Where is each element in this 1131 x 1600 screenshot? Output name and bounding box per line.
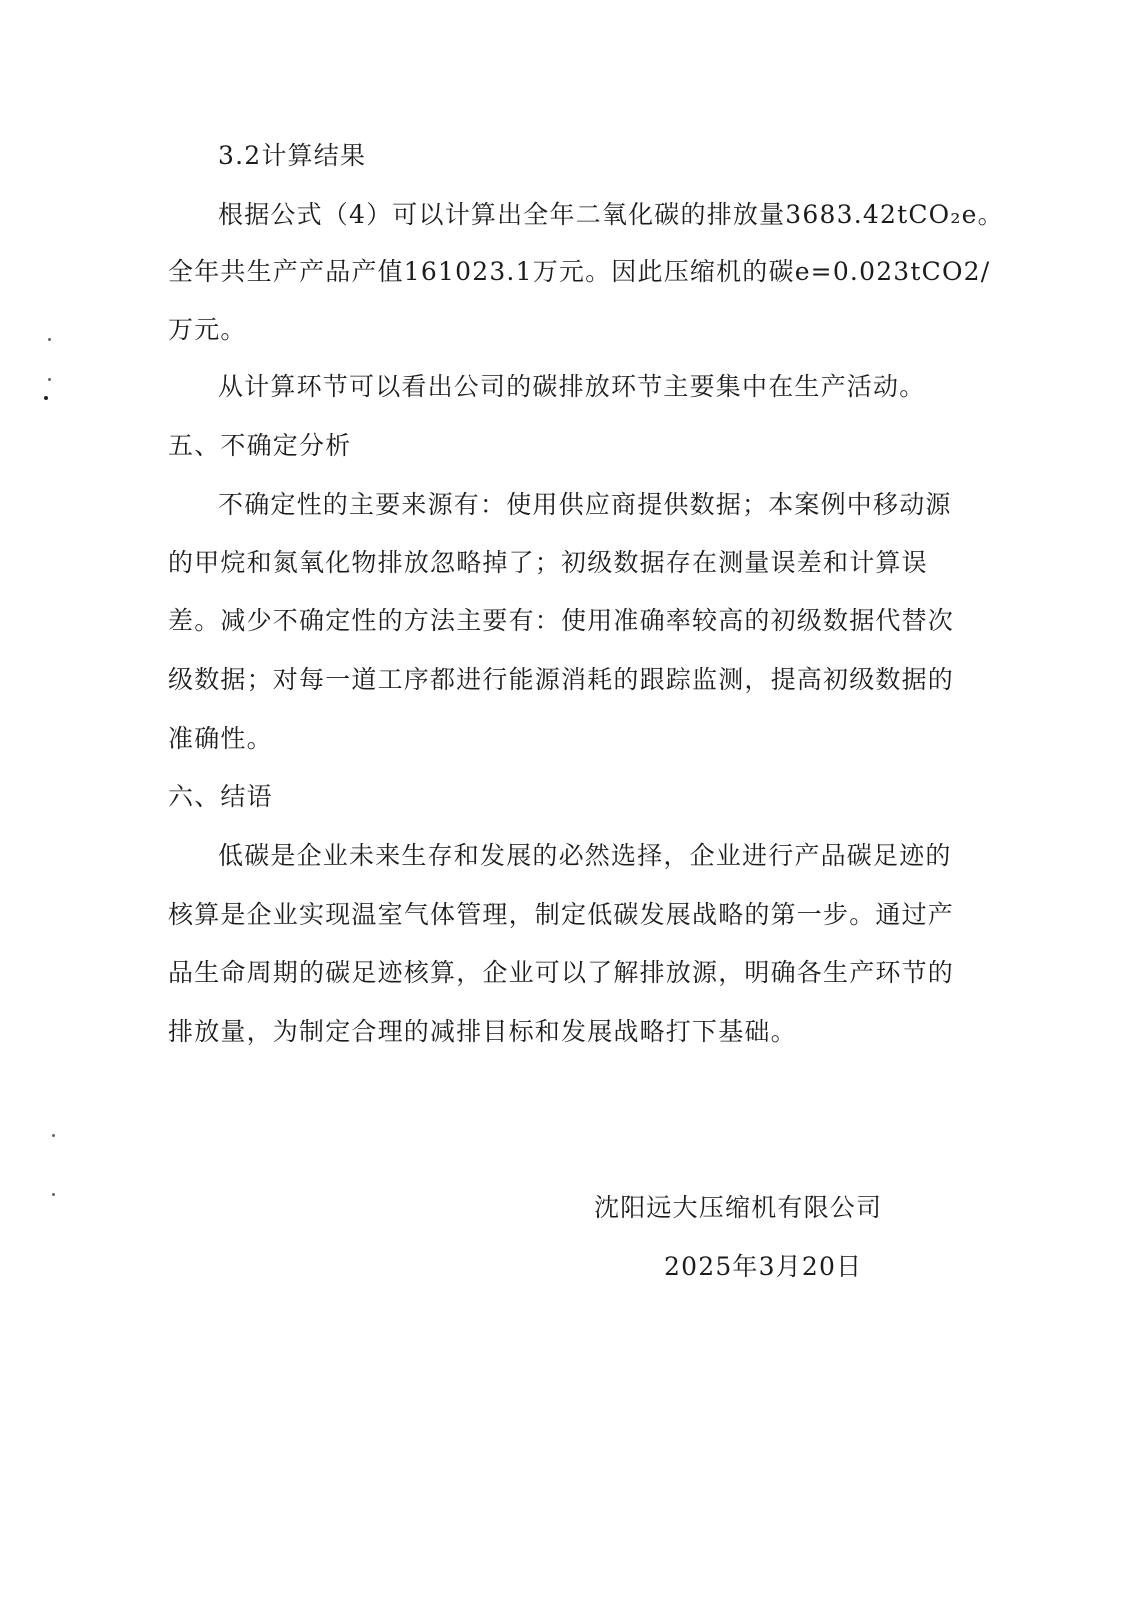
paragraph-line: 排放量，为制定合理的减排目标和发展战略打下基础。 (168, 1017, 797, 1046)
paragraph-line: 品生命周期的碳足迹核算，企业可以了解排放源，明确各生产环节的 (168, 958, 955, 987)
scan-mark (44, 396, 48, 400)
scan-mark (52, 1193, 55, 1196)
scan-mark (48, 378, 51, 381)
paragraph-line: 低碳是企业未来生存和发展的必然选择，企业进行产品碳足迹的 (218, 841, 952, 870)
paragraph-line: 全年共生产产品产值161023.1万元。因此压缩机的碳e=0.023tCO2/ (168, 257, 991, 286)
paragraph-line: 准确性。 (168, 724, 273, 753)
paragraph-line: 根据公式（4）可以计算出全年二氧化碳的排放量3683.42tCO₂e。 (218, 200, 1004, 229)
scan-mark (48, 338, 51, 341)
paragraph-line: 级数据；对每一道工序都进行能源消耗的跟踪监测，提高初级数据的 (168, 665, 955, 694)
paragraph-line: 不确定性的主要来源有：使用供应商提供数据；本案例中移动源 (218, 490, 952, 519)
paragraph-line: 万元。 (168, 315, 247, 344)
signature-company: 沈阳远大压缩机有限公司 (594, 1193, 883, 1222)
section-5-heading: 五、不确定分析 (168, 431, 352, 460)
paragraph-line: 差。减少不确定性的方法主要有：使用准确率较高的初级数据代替次 (168, 606, 955, 635)
paragraph-line: 从计算环节可以看出公司的碳排放环节主要集中在生产活动。 (218, 372, 926, 401)
paragraph-line: 核算是企业实现温室气体管理，制定低碳发展战略的第一步。通过产 (168, 900, 955, 929)
scan-mark (52, 1134, 55, 1137)
section-6-heading: 六、结语 (168, 782, 273, 811)
paragraph-line: 的甲烷和氮氧化物排放忽略掉了；初级数据存在测量误差和计算误 (168, 548, 928, 577)
section-3-2-title: 3.2计算结果 (218, 141, 367, 170)
signature-date: 2025年3月20日 (664, 1252, 863, 1281)
